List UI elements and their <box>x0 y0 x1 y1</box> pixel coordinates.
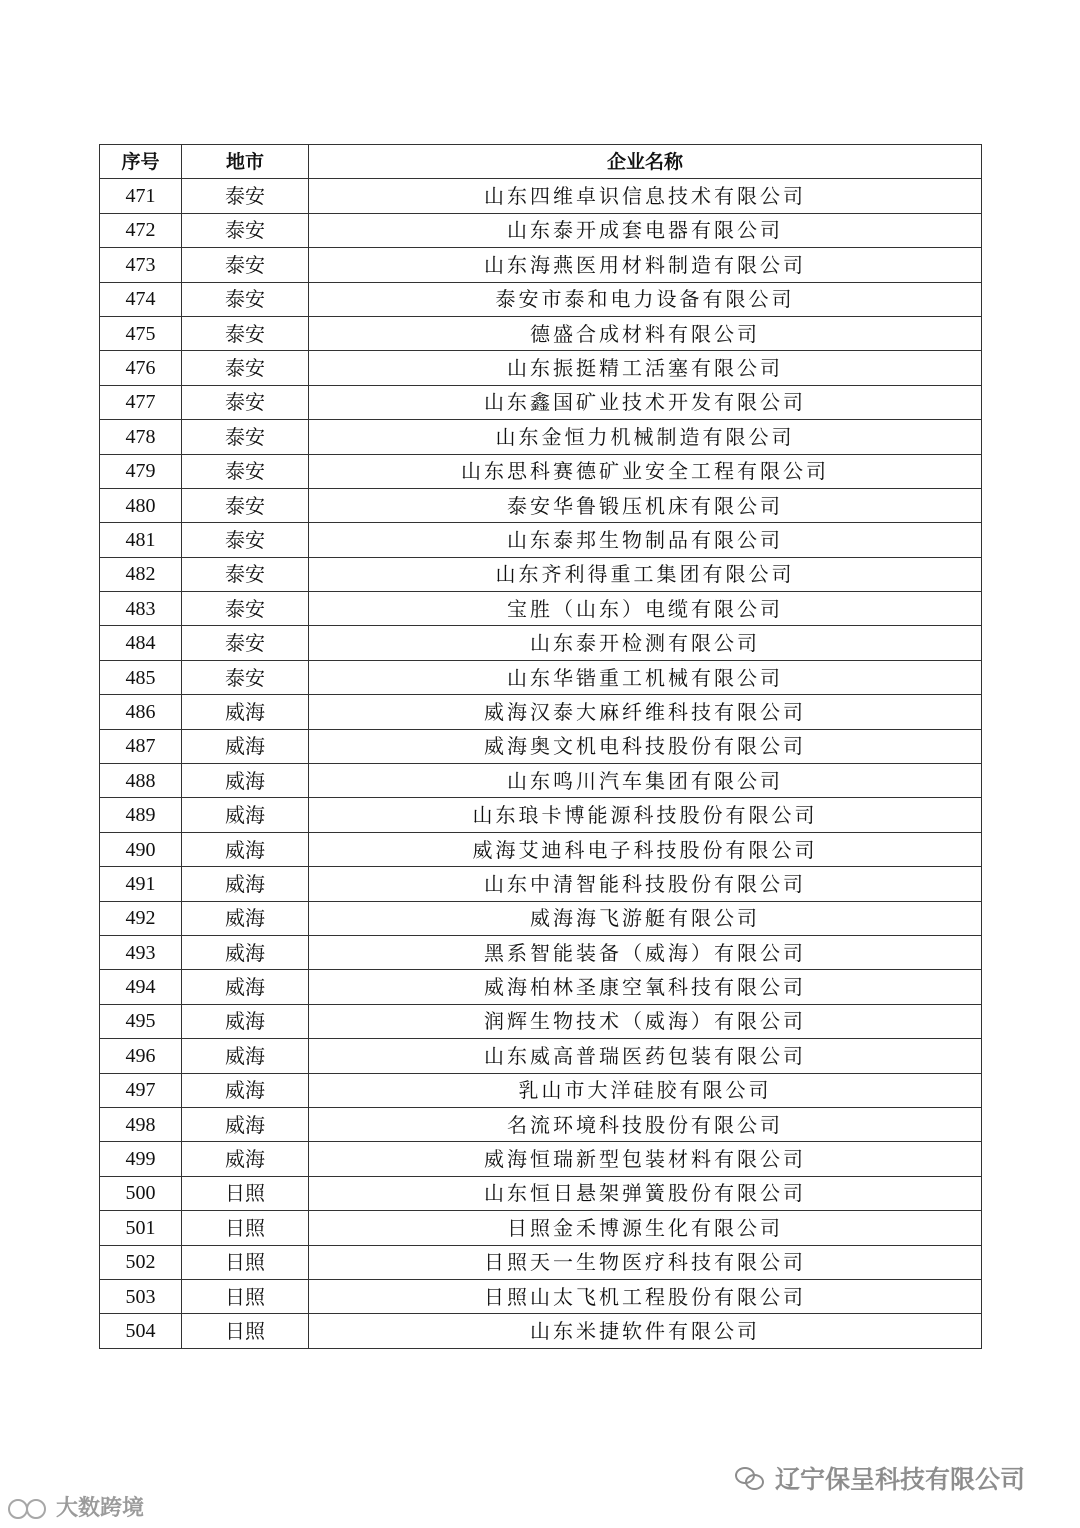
table-row <box>100 351 982 385</box>
cell-company: 山东海燕医用材料制造有限公司 <box>309 248 982 282</box>
cell-index: 474 <box>100 282 182 316</box>
cell-index: 486 <box>100 695 182 729</box>
cell-index: 475 <box>100 316 182 350</box>
cell-index: 503 <box>100 1279 182 1313</box>
cell-index: 499 <box>100 1142 182 1176</box>
table-row <box>100 179 982 213</box>
cell-city: 日照 <box>182 1211 309 1245</box>
cell-city: 泰安 <box>182 385 309 419</box>
cell-city: 泰安 <box>182 282 309 316</box>
table-row <box>100 660 982 694</box>
table-row <box>100 592 982 626</box>
watermark-left <box>6 1491 144 1522</box>
cell-index: 490 <box>100 832 182 866</box>
cell-company: 日照天一生物医疗科技有限公司 <box>309 1245 982 1279</box>
cell-index: 502 <box>100 1245 182 1279</box>
cell-index: 496 <box>100 1039 182 1073</box>
cell-company: 日照山太飞机工程股份有限公司 <box>309 1279 982 1313</box>
cell-company: 山东泰邦生物制品有限公司 <box>309 523 982 557</box>
table-row <box>100 1039 982 1073</box>
cell-company: 威海汉泰大麻纤维科技有限公司 <box>309 695 982 729</box>
cell-company: 山东四维卓识信息技术有限公司 <box>309 179 982 213</box>
cell-city: 威海 <box>182 901 309 935</box>
cell-city: 泰安 <box>182 248 309 282</box>
table-row <box>100 523 982 557</box>
cell-company: 威海奥文机电科技股份有限公司 <box>309 729 982 763</box>
cell-index: 489 <box>100 798 182 832</box>
cell-company: 宝胜（山东）电缆有限公司 <box>309 592 982 626</box>
cell-company: 泰安市泰和电力设备有限公司 <box>309 282 982 316</box>
table-row <box>100 1245 982 1279</box>
company-table <box>99 144 982 1349</box>
cell-index: 488 <box>100 764 182 798</box>
table-row <box>100 901 982 935</box>
table-row <box>100 695 982 729</box>
cell-index: 501 <box>100 1211 182 1245</box>
cell-city: 威海 <box>182 695 309 729</box>
cell-company: 威海艾迪科电子科技股份有限公司 <box>309 832 982 866</box>
cell-city: 威海 <box>182 798 309 832</box>
cell-index: 472 <box>100 213 182 247</box>
cell-company: 威海海飞游艇有限公司 <box>309 901 982 935</box>
table-row <box>100 1142 982 1176</box>
cell-company: 山东泰开成套电器有限公司 <box>309 213 982 247</box>
table-row <box>100 1176 982 1210</box>
cell-company: 山东金恒力机械制造有限公司 <box>309 420 982 454</box>
table-row <box>100 867 982 901</box>
cell-company: 乳山市大洋硅胶有限公司 <box>309 1073 982 1107</box>
cell-city: 泰安 <box>182 454 309 488</box>
cell-city: 威海 <box>182 935 309 969</box>
cell-city: 威海 <box>182 764 309 798</box>
cell-city: 威海 <box>182 729 309 763</box>
cell-company: 山东中清智能科技股份有限公司 <box>309 867 982 901</box>
cell-company: 山东振挺精工活塞有限公司 <box>309 351 982 385</box>
cell-index: 494 <box>100 970 182 1004</box>
cell-city: 威海 <box>182 832 309 866</box>
table-row <box>100 1073 982 1107</box>
header-company: 企业名称 <box>309 145 982 179</box>
table-row <box>100 1211 982 1245</box>
cell-city: 日照 <box>182 1314 309 1348</box>
cell-company: 山东鸣川汽车集团有限公司 <box>309 764 982 798</box>
cell-index: 479 <box>100 454 182 488</box>
cell-index: 471 <box>100 179 182 213</box>
cell-company: 名流环境科技股份有限公司 <box>309 1107 982 1141</box>
cell-city: 日照 <box>182 1176 309 1210</box>
cell-city: 威海 <box>182 1039 309 1073</box>
cell-company: 威海恒瑞新型包装材料有限公司 <box>309 1142 982 1176</box>
watermark-left-text: 大数跨境 <box>56 1496 145 1521</box>
cell-company: 山东泰开检测有限公司 <box>309 626 982 660</box>
table-row <box>100 1279 982 1313</box>
table-row <box>100 626 982 660</box>
cell-city: 威海 <box>182 1107 309 1141</box>
cell-city: 泰安 <box>182 523 309 557</box>
table-row <box>100 248 982 282</box>
cell-company: 山东恒日悬架弹簧股份有限公司 <box>309 1176 982 1210</box>
cell-company: 山东鑫国矿业技术开发有限公司 <box>309 385 982 419</box>
cell-index: 495 <box>100 1004 182 1038</box>
cell-company: 山东威高普瑞医药包装有限公司 <box>309 1039 982 1073</box>
table-row <box>100 488 982 522</box>
table-row <box>100 213 982 247</box>
cell-city: 日照 <box>182 1279 309 1313</box>
cell-city: 威海 <box>182 1004 309 1038</box>
cell-index: 473 <box>100 248 182 282</box>
watermark-right <box>735 1460 1025 1496</box>
table-row <box>100 729 982 763</box>
cell-company: 泰安华鲁锻压机床有限公司 <box>309 488 982 522</box>
cell-city: 泰安 <box>182 592 309 626</box>
cell-city: 泰安 <box>182 420 309 454</box>
header-city: 地市 <box>182 145 309 179</box>
cell-company: 德盛合成材料有限公司 <box>309 316 982 350</box>
table-row <box>100 935 982 969</box>
cell-index: 487 <box>100 729 182 763</box>
cell-index: 497 <box>100 1073 182 1107</box>
cell-company: 山东思科赛德矿业安全工程有限公司 <box>309 454 982 488</box>
cell-city: 泰安 <box>182 626 309 660</box>
cell-city: 威海 <box>182 1073 309 1107</box>
cell-city: 威海 <box>182 970 309 1004</box>
table-row <box>100 557 982 591</box>
cell-company: 山东琅卡博能源科技股份有限公司 <box>309 798 982 832</box>
table-row <box>100 1314 982 1348</box>
watermark-right-text: 辽宁保呈科技有限公司 <box>775 1465 1026 1494</box>
table-row <box>100 454 982 488</box>
cell-city: 威海 <box>182 1142 309 1176</box>
cell-company: 威海柏林圣康空氧科技有限公司 <box>309 970 982 1004</box>
header-index: 序号 <box>100 145 182 179</box>
cell-index: 482 <box>100 557 182 591</box>
cell-index: 481 <box>100 523 182 557</box>
cell-city: 泰安 <box>182 557 309 591</box>
table-row <box>100 970 982 1004</box>
cell-city: 泰安 <box>182 213 309 247</box>
table-row <box>100 1107 982 1141</box>
cell-city: 泰安 <box>182 316 309 350</box>
cell-index: 498 <box>100 1107 182 1141</box>
cell-company: 润辉生物技术（威海）有限公司 <box>309 1004 982 1038</box>
cell-city: 泰安 <box>182 179 309 213</box>
cell-city: 泰安 <box>182 660 309 694</box>
cell-index: 483 <box>100 592 182 626</box>
cell-index: 478 <box>100 420 182 454</box>
cell-city: 泰安 <box>182 488 309 522</box>
cell-index: 491 <box>100 867 182 901</box>
table-row <box>100 1004 982 1038</box>
table-row <box>100 764 982 798</box>
watermark-logo-icon <box>6 1496 50 1518</box>
cell-index: 476 <box>100 351 182 385</box>
cell-company: 黑系智能装备（威海）有限公司 <box>309 935 982 969</box>
table-row <box>100 798 982 832</box>
table-row <box>100 282 982 316</box>
cell-city: 威海 <box>182 867 309 901</box>
cell-company: 山东米捷软件有限公司 <box>309 1314 982 1348</box>
cell-company: 日照金禾博源生化有限公司 <box>309 1211 982 1245</box>
cell-index: 477 <box>100 385 182 419</box>
cell-company: 山东齐利得重工集团有限公司 <box>309 557 982 591</box>
cell-index: 493 <box>100 935 182 969</box>
cell-index: 504 <box>100 1314 182 1348</box>
table-row <box>100 385 982 419</box>
cell-company: 山东华锴重工机械有限公司 <box>309 660 982 694</box>
table-row <box>100 832 982 866</box>
cell-city: 日照 <box>182 1245 309 1279</box>
table-row <box>100 420 982 454</box>
cell-index: 500 <box>100 1176 182 1210</box>
cell-index: 480 <box>100 488 182 522</box>
cell-city: 泰安 <box>182 351 309 385</box>
table-row <box>100 316 982 350</box>
cell-index: 492 <box>100 901 182 935</box>
cell-index: 484 <box>100 626 182 660</box>
cell-index: 485 <box>100 660 182 694</box>
table-header-row <box>100 145 982 179</box>
wechat-icon <box>735 1465 765 1491</box>
